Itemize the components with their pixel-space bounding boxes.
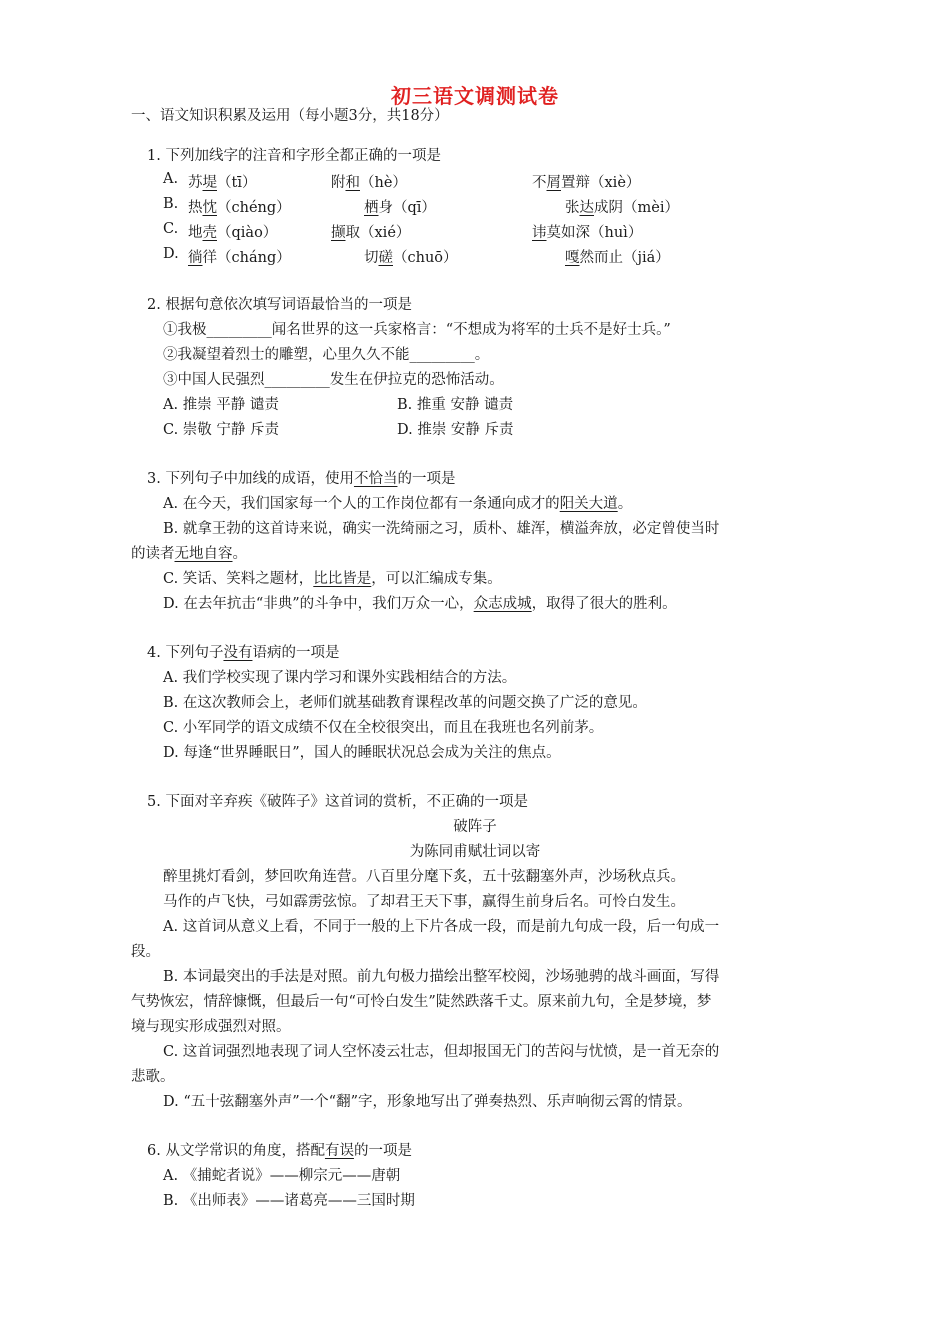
q5-option-b-line2: 气势恢宏，情辞慷慨，但最后一句“可怜白发生”陡然跌落千丈。原来前九句，全是梦境，梦: [131, 994, 712, 1010]
exam-page: 初三语文调测试卷 一、语文知识积累及运用（每小题3分，共18分） 1. 下列加线字的注音和字形全都正确的一项是 A. 苏堤（tī） 附和（hè） 不屑置辩（xiè） B. 热忱（chéng） 栖身（qī） 张达成阴（mèi） C. 地壳（qiào） 撷取（xié） 讳莫如深（huì） D. 徜徉（cháng） 切磋（chuō） 嘎然而止（jiá） 2. 根据句意依次填写词语最恰当的一项是 ①我极_________闻名世界的这一兵家格言：“不想成为将军的士兵不是好士兵。” ②我凝望着烈士的雕塑，心里久久不能_________。 ③中国人民强烈_________发生在伊拉克的恐怖活动。 A. 推崇 平静 谴责 B. 推重 安静 谴责 C. 崇敬 宁静 斥责 D. 推崇 安静 斥责 3. 下列句子中加线的成语，使用不恰当的一项是 A. 在今天，我们国家每一个人的工作岗位都有一条通向成才的阳关大道。 B. 就拿王勃的这首诗来说，确实一洗绮丽之习，质朴、雄浑，横溢奔放，必定曾使当时 的读者无地自容。 C. 笑话、笑料之题材，比比皆是，可以汇编成专集。 D. 在去年抗击“非典”的斗争中，我们万众一心，众志成城，取得了很大的胜利。 4. 下列句子没有语病的一项是 A. 我们学校实现了课内学习和课外实践相结合的方法。 B. 在这次教师会上，老师们就基础教育课程改革的问题交换了广泛的意见。 C. 小军同学的语文成绩不仅在全校很突出，而且在我班也名列前茅。 D. 每逢“世界睡眠日”，国人的睡眠状况总会成为关注的焦点。 5. 下面对辛弃疾《破阵子》这首词的赏析，不正确的一项是 破阵子 为陈同甫赋壮词以寄 醉里挑灯看剑，梦回吹角连营。八百里分麾下炙，五十弦翻塞外声，沙场秋点兵。 马作的卢飞快，弓如霹雳弦惊。了却君王天下事，赢得生前身后名。可怜白发生。 A. 这首词从意义上看，不同于一般的上下片各成一段，而是前九句成一段，后一句成一 段。 B. 本词最突出的手法是对照。前九句极力描绘出整军校阅，沙场驰骋的战斗画面，写得 气势恢宏，情辞慷慨，但最后一句“可怜白发生”陡然跌落千丈。原来前九句，全是梦境，梦 境与现实形成强烈对照。 C. 这首词强烈地表现了词人空怀凌云壮志，但却报国无门的苦闷与忧愤，是一首无奈的 悲歌。 D. “五十弦翻塞外声”一个“翻”字，形象地写出了弹奏热烈、乐声响彻云霄的情景。 6. 从文学常识的角度，搭配有误的一项是 A. 《捕蛇者说》——柳宗元——唐朝 B. 《出师表》——诸葛亮——三国时期: [0, 0, 950, 1344]
q2-option-d: D. 推崇 安静 斥责: [397, 422, 514, 438]
q3-option-a: A. 在今天，我们国家每一个人的工作岗位都有一条通向成才的阳关大道。: [163, 496, 633, 512]
q3-option-b-line2: 的读者无地自容。: [131, 546, 247, 562]
q2-sentence-3: ③中国人民强烈_________发生在伊拉克的恐怖活动。: [163, 372, 504, 388]
section-heading: 一、语文知识积累及运用（每小题3分，共18分）: [131, 108, 449, 124]
poem-line-1: 醉里挑灯看剑，梦回吹角连营。八百里分麾下炙，五十弦翻塞外声，沙场秋点兵。: [163, 869, 685, 885]
q4-option-b: B. 在这次教师会上，老师们就基础教育课程改革的问题交换了广泛的意见。: [163, 695, 647, 711]
poem-subtitle: 为陈同甫赋壮词以寄: [409, 844, 541, 860]
q3-option-d: D. 在去年抗击“非典”的斗争中，我们万众一心，众志成城，取得了很大的胜利。: [163, 596, 677, 612]
q4-option-a: A. 我们学校实现了课内学习和课外实践相结合的方法。: [163, 670, 517, 686]
q2-stem: 2. 根据句意依次填写词语最恰当的一项是: [147, 297, 412, 313]
q2-sentence-1: ①我极_________闻名世界的这一兵家格言：“不想成为将军的士兵不是好士兵。”: [163, 322, 671, 338]
q5-option-c-line2: 悲歌。: [131, 1069, 175, 1085]
q5-option-b-line3: 境与现实形成强烈对照。: [131, 1019, 291, 1035]
q5-option-b-line1: B. 本词最突出的手法是对照。前九句极力描绘出整军校阅，沙场驰骋的战斗画面，写得: [163, 969, 720, 985]
q4-stem: 4. 下列句子没有语病的一项是: [147, 645, 340, 661]
poem-line-2: 马作的卢飞快，弓如霹雳弦惊。了却君王天下事，赢得生前身后名。可怜白发生。: [163, 894, 685, 910]
q2-option-a: A. 推崇 平静 谴责: [163, 397, 279, 413]
q5-option-a-line2: 段。: [131, 944, 160, 960]
q4-option-c: C. 小军同学的语文成绩不仅在全校很突出，而且在我班也名列前茅。: [163, 720, 604, 736]
q3-option-c: C. 笑话、笑料之题材，比比皆是，可以汇编成专集。: [163, 571, 502, 587]
q4-option-d: D. 每逢“世界睡眠日”，国人的睡眠状况总会成为关注的焦点。: [163, 745, 561, 761]
q6-option-a: A. 《捕蛇者说》——柳宗元——唐朝: [163, 1168, 401, 1184]
q6-option-b: B. 《出师表》——诸葛亮——三国时期: [163, 1193, 415, 1209]
q3-option-b-line1: B. 就拿王勃的这首诗来说，确实一洗绮丽之习，质朴、雄浑，横溢奔放，必定曾使当时: [163, 521, 720, 537]
poem-title: 破阵子: [453, 819, 497, 835]
page-title: 初三语文调测试卷: [391, 84, 559, 108]
q5-option-c-line1: C. 这首词强烈地表现了词人空怀凌云壮志，但却报国无门的苦闷与忧愤，是一首无奈的: [163, 1044, 720, 1060]
q1-stem: 1. 下列加线字的注音和字形全都正确的一项是: [147, 148, 441, 164]
q2-option-b: B. 推重 安静 谴责: [397, 397, 514, 413]
q5-option-a-line1: A. 这首词从意义上看，不同于一般的上下片各成一段，而是前九句成一段，后一句成一: [163, 919, 720, 935]
q2-option-c: C. 崇敬 宁静 斥责: [163, 422, 280, 438]
q5-stem: 5. 下面对辛弃疾《破阵子》这首词的赏析，不正确的一项是: [147, 794, 528, 810]
q3-stem: 3. 下列句子中加线的成语，使用不恰当的一项是: [147, 471, 456, 487]
q2-sentence-2: ②我凝望着烈士的雕塑，心里久久不能_________。: [163, 347, 490, 363]
q6-stem: 6. 从文学常识的角度，搭配有误的一项是: [147, 1143, 412, 1159]
q5-option-d: D. “五十弦翻塞外声”一个“翻”字，形象地写出了弹奏热烈、乐声响彻云霄的情景。: [163, 1094, 692, 1110]
